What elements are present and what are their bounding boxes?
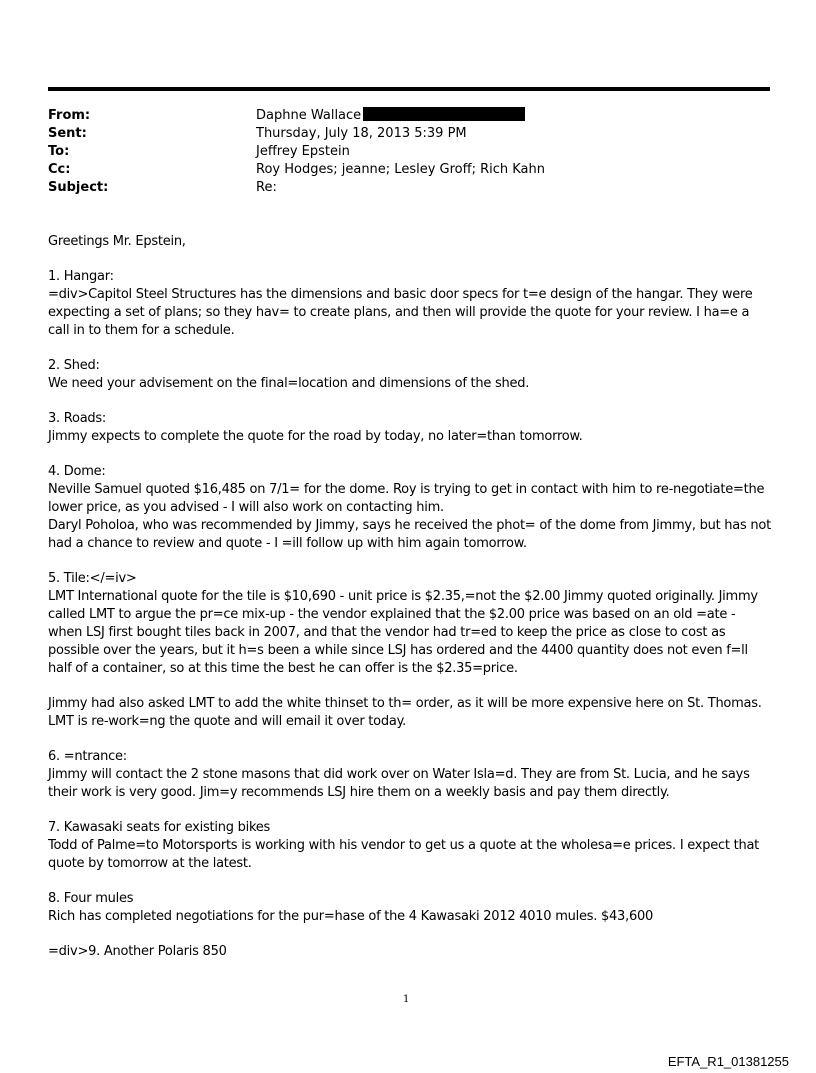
cc-row <box>48 161 545 179</box>
roads-title: 3. Roads: <box>48 411 107 426</box>
tile-text: LMT International quote for the tile is $10,690 - unit price is $2.35,=not the $2.00 Jimmy quoted originally. Jimmy called LMT to argue the pr=ce mix-up - the vendor explained that the $2.00 price was based on an old =ate - when LSJ first bought tiles back in 2007, and that the vendor had tr=ed to keep the price as close to cost as possible over the years, but it h=s been a while since LSJ has ordered and the 4400 quantity does not even f=ll half of a container, so at this time the best he can offer is the $2.35=price. <box>48 589 758 676</box>
shed-text: We need your advisement on the final=location and dimensions of the shed. <box>48 376 530 391</box>
header-rule <box>48 87 770 91</box>
subject-label: Subject: <box>48 180 109 195</box>
to-row <box>48 143 545 161</box>
kawasaki-text: Todd of Palme=to Motorsports is working with his vendor to get us a quote at the wholesa=e prices. I expect that quote by tomorrow at the latest. <box>48 838 760 871</box>
mules-title: 8. Four mules <box>48 891 134 906</box>
subject-value: Re: <box>256 180 277 195</box>
sent-value: Thursday, July 18, 2013 5:39 PM <box>256 126 467 141</box>
dome-title: 4. Dome: <box>48 464 106 479</box>
entrance-text: Jimmy will contact the 2 stone masons that did work over on Water Isla=d. They are from St. Lucia, and he says their work is very good. Jim=y recommends LSJ hire them on a weekly basis and pay them directly. <box>48 767 750 800</box>
dome-text-1: Neville Samuel quoted $16,485 on 7/1= for the dome. Roy is trying to get in contact with him to re-negotiate=the lower price, as you advised - I will also work on contacting him. <box>48 482 765 515</box>
email-body <box>48 233 772 978</box>
redaction-bar <box>363 107 525 121</box>
greeting: Greetings Mr. Epstein, <box>48 234 186 249</box>
tile-title: 5. Tile:</=iv> <box>48 571 137 586</box>
email-header <box>48 107 545 197</box>
kawasaki-title: 7. Kawasaki seats for existing bikes <box>48 820 271 835</box>
from-name: Daphne Wallace <box>256 108 362 123</box>
from-label: From: <box>48 108 91 123</box>
sent-label: Sent: <box>48 126 87 141</box>
polaris-text: =div>9. Another Polaris 850 <box>48 944 227 959</box>
cc-value: Roy Hodges; jeanne; Lesley Groff; Rich Kahn <box>256 162 545 177</box>
thinset-text: Jimmy had also asked LMT to add the white thinset to th= order, as it will be more expensive here on St. Thomas. LMT is re-work=ng the quote and will email it over today. <box>48 696 762 729</box>
cc-label: Cc: <box>48 162 71 177</box>
from-value <box>256 107 525 125</box>
dome-text-2: Daryl Poholoa, who was recommended by Jimmy, says he received the phot= of the dome from Jimmy, but has not had a chance to review and quote - I =ill follow up with him again tomorrow. <box>48 518 771 551</box>
document-id: EFTA_R1_01381255 <box>667 1054 789 1069</box>
shed-title: 2. Shed: <box>48 358 100 373</box>
page-number: 1 <box>403 994 410 1005</box>
roads-text: Jimmy expects to complete the quote for the road by today, no later=than tomorrow. <box>48 429 583 444</box>
hangar-text: =div>Capitol Steel Structures has the dimensions and basic door specs for t=e design of the hangar. They were expecting a set of plans; so they hav= to create plans, and then will provide the quote for your review. I ha=e a call in to them for a schedule. <box>48 287 753 338</box>
to-label: To: <box>48 144 70 159</box>
subject-row <box>48 179 545 197</box>
to-value: Jeffrey Epstein <box>256 144 350 159</box>
entrance-title: 6. =ntrance: <box>48 749 127 764</box>
sent-row <box>48 125 545 143</box>
from-row <box>48 107 545 125</box>
hangar-title: 1. Hangar: <box>48 269 114 284</box>
mules-text: Rich has completed negotiations for the pur=hase of the 4 Kawasaki 2012 4010 mules. $43,600 <box>48 909 654 924</box>
